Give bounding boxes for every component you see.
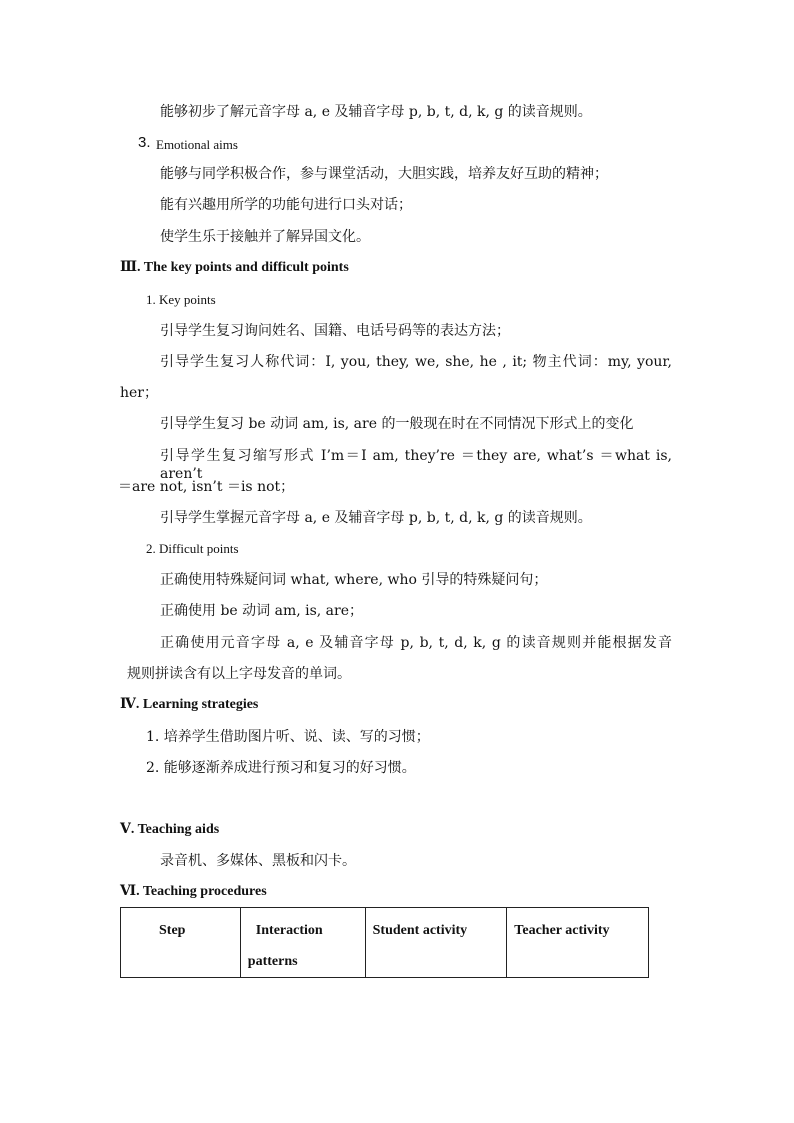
- section-6-heading: Ⅵ. Teaching procedures: [120, 884, 267, 899]
- section-5-heading: Ⅴ. Teaching aids: [120, 822, 220, 837]
- column-header-teacher-activity: Teacher activity: [507, 908, 649, 978]
- table-header-row: [121, 908, 649, 978]
- difficult-points-title: 2. Difficult points: [146, 541, 239, 556]
- key-points-title: 1. Key points: [146, 292, 216, 307]
- key-point-line-4a: 引导学生复习缩写形式 I’m＝I am, they’re ＝they are, what’s ＝what is, aren’t: [160, 448, 672, 482]
- column-header-step: Step: [121, 908, 241, 978]
- difficult-point-line-1: 正确使用特殊疑问词 what, where, who 引导的特殊疑问句；: [160, 572, 548, 588]
- difficult-point-line-3a: 正确使用元音字母 a, e 及辅音字母 p, b, t, d, k, g 的读音规则并能根据发音: [160, 635, 672, 651]
- difficult-point-line-3b: 规则拼读含有以上字母发音的单词。: [127, 666, 351, 682]
- emotional-aims-number: 3.: [138, 134, 151, 151]
- key-point-line-5: 引导学生掌握元音字母 a, e 及辅音字母 p, b, t, d, k, g 的读音规则。: [160, 510, 592, 526]
- column-header-student-activity: Student activity: [365, 908, 507, 978]
- emotional-aims-title: Emotional aims: [156, 137, 238, 152]
- key-point-line-1: 引导学生复习询问姓名、国籍、电话号码等的表达方法；: [160, 323, 510, 339]
- emotional-aim-line-2: 能有兴趣用所学的功能句进行口头对话；: [160, 197, 412, 213]
- column-header-interaction-patterns: Interaction patterns: [240, 908, 365, 978]
- section-3-heading: Ⅲ. The key points and difficult points: [120, 260, 349, 275]
- key-point-line-3: 引导学生复习 be 动词 am, is, are 的一般现在时在不同情况下形式上的变化: [160, 416, 634, 432]
- emotional-aim-line-3: 使学生乐于接触并了解异国文化。: [160, 229, 370, 245]
- strategy-line-1: 1. 培养学生借助图片听、说、读、写的习惯；: [146, 729, 430, 745]
- key-point-line-2a: 引导学生复习人称代词：I, you, they, we, she, he , it; 物主代词：my, your,: [160, 354, 672, 370]
- section-4-heading: Ⅳ. Learning strategies: [120, 697, 259, 712]
- strategy-line-2: 2. 能够逐渐养成进行预习和复习的好习惯。: [146, 760, 416, 776]
- key-point-line-2b: her；: [120, 385, 158, 401]
- emotional-aim-line-1: 能够与同学积极合作，参与课堂活动，大胆实践，培养友好互助的精神；: [160, 166, 608, 182]
- aim-line-vowel-rules: 能够初步了解元音字母 a, e 及辅音字母 p, b, t, d, k, g 的读音规则。: [160, 104, 592, 120]
- key-point-line-4b: ＝are not, isn’t ＝is not；: [118, 479, 295, 495]
- difficult-point-line-2: 正确使用 be 动词 am, is, are；: [160, 603, 364, 619]
- teaching-procedures-table: [120, 907, 649, 978]
- teaching-aids-line: 录音机、多媒体、黑板和闪卡。: [160, 853, 356, 869]
